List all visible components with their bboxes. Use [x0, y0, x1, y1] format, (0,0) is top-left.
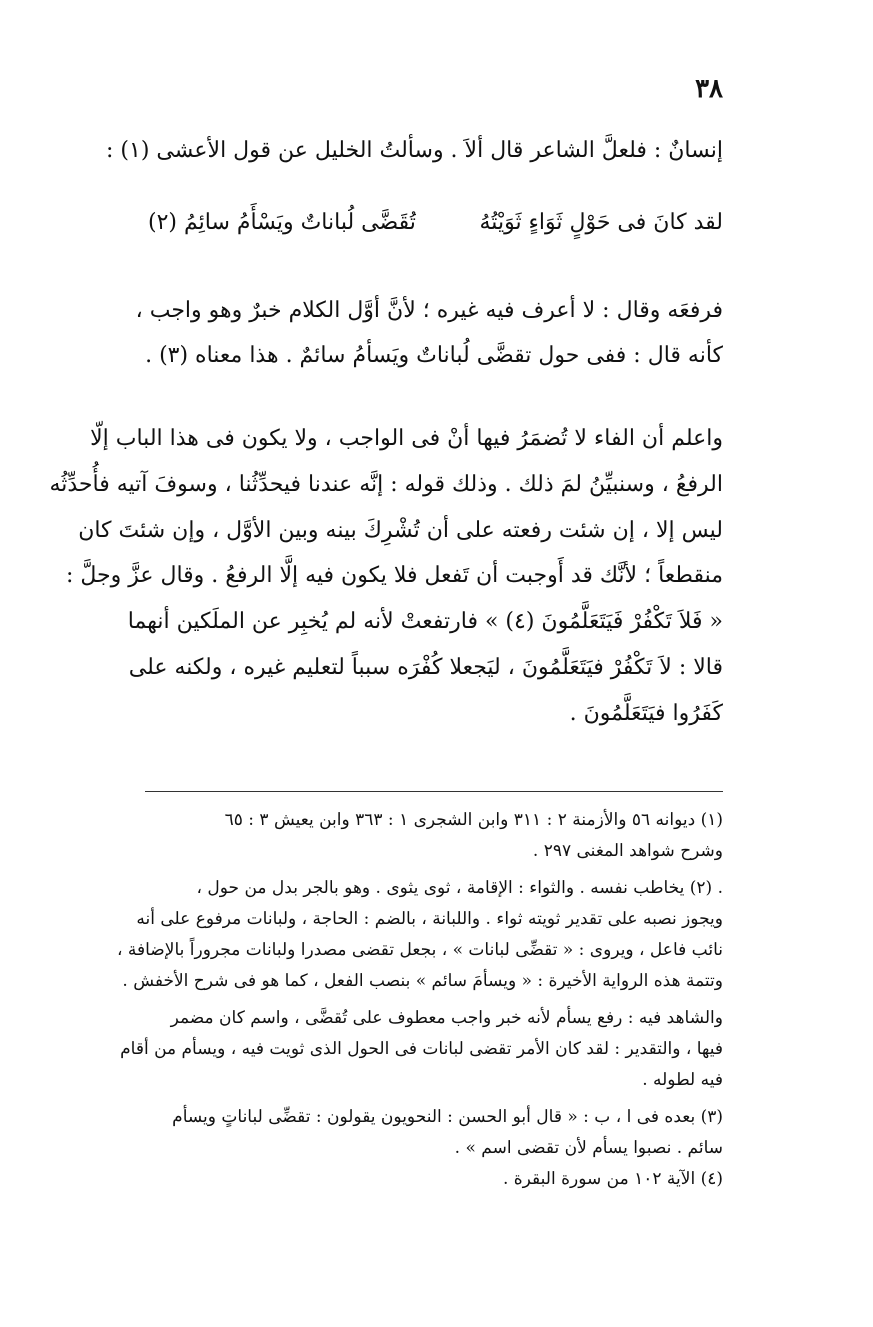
text-line: إنسانٌ : فلعلَّ الشاعر قال ألاَ . وسألتُ الخليل عن قول الأعشى (١) :	[106, 138, 723, 163]
footnote-1	[148, 805, 723, 867]
text-line: منقطعاً ؛ لأنَّك قد أَوجبت أن تَفعل فلا يكون فيه إلَّا الرفعُ . وقال عزَّ وجلَّ :	[65, 563, 723, 589]
text-line: فرفعَه وقال : لا أعرف فيه غيره ؛ لأنَّ أوَّل الكلام خبرٌ وهو واجب ،	[135, 298, 723, 323]
poetry-verse	[148, 202, 723, 244]
verse-line	[148, 202, 723, 244]
paragraph-3	[49, 416, 723, 737]
footnote-line: سائم . نصبوا يسأم لأن تقضى اسم » .	[454, 1138, 723, 1158]
footnote-line: وشرح شواهد المغنى ٢٩٧ .	[532, 841, 723, 861]
footnote-line: فيه لطوله .	[642, 1070, 723, 1090]
footnote-line: (٣) بعده فى ا ، ب : « قال أبو الحسن : النحويون يقولون : تقضِّى لباناتٍ ويسأم	[172, 1107, 723, 1127]
footnote-line: . (٢) يخاطب نفسه . والثواء : الإقامة ، ثوى يثوى . وهو بالجر بدل من حول ،	[196, 878, 723, 898]
footnote-line: نائب فاعل ، ويروى : « تقضِّى لبانات » ، بجعل تقضى مصدرا ولبانات مجروراً بالإضافة ،	[117, 940, 723, 960]
footnote-line: فيها ، والتقدير : لقد كان الأمر تقضى لبانات فى الحول الذى ثويت فيه ، ويسأم من أقام	[120, 1039, 723, 1059]
footnote-line: (٤) الآية ١٠٢ من سورة البقرة .	[502, 1169, 723, 1189]
footnotes	[117, 805, 723, 1195]
footnote-2	[117, 873, 723, 997]
text-line: « فَلاَ تَكْفُرْ فَيَتَعَلَّمُونَ (٤) » فارتفعتْ لأنه لم يُخبِر عن الملَكين أنهما	[127, 609, 723, 635]
page-number: ٣٨	[695, 74, 723, 104]
text-line: كأنه قال : ففى حول تقضَّى لُباناتٌ ويَسأمُ سائمٌ . هذا معناه (٣) .	[145, 343, 723, 368]
footnote-4	[148, 1164, 723, 1195]
paragraph-2	[135, 288, 723, 378]
footnote-line: وتتمة هذه الرواية الأخيرة : « ويسأمَ سائم » بنصب الفعل ، كما هو فى شرح الأخفش .	[122, 971, 723, 991]
text-line: ليس إلا ، إن شئت رفعته على أن تُشْرِكَ بينه وبين الأوَّل ، وإن شئتَ كان	[78, 517, 723, 543]
text-line: قالا : لاَ تَكْفُرْ فيَتَعَلَّمُونَ ، ليَجعلا كُفْرَه سبباً لتعليم غيره ، ولكنه على	[128, 654, 723, 680]
footnote-separator	[145, 791, 723, 792]
verse-second-hemistich: تُقَضَّى لُباناتٌ ويَسْأَمُ سائِمُ (٢)	[148, 210, 416, 235]
footnote-line: ويجوز نصبه على تقدير ثويته ثواء . واللبانة ، بالضم : الحاجة ، ولبانات مرفوع على أنه	[136, 909, 723, 929]
text-line: كَفَرُوا فيَتَعَلَّمُونَ .	[569, 700, 723, 726]
verse-first-hemistich: لقد كانَ فى حَوْلٍ ثَوَاءٍ ثَوَيْتُهُ	[479, 210, 723, 235]
footnote-3	[148, 1102, 723, 1164]
footnote-line: (١) ديوانه ٥٦ والأزمنة ٢ : ٣١١ وابن الشجرى ١ : ٣٦٣ وابن يعيش ٣ : ٦٥	[224, 810, 723, 830]
text-line: الرفعُ ، وسنبيِّنُ لمَ ذلك . وذلك قوله : إنَّه عندنا فيحدِّثُنا ، وسوفَ آتيه فأُحدِّثُه	[49, 471, 723, 497]
intro-paragraph	[106, 130, 723, 172]
text-line: واعلم أن الفاء لا تُضمَرُ فيها أنْ فى الواجب ، ولا يكون فى هذا الباب إلّا	[90, 426, 723, 451]
footnote-line: والشاهد فيه : رفع يسأم لأنه خبر واجب معطوف على تُقضَّى ، واسم كان مضمر	[170, 1008, 723, 1028]
footnote-2-continuation	[120, 1003, 723, 1096]
